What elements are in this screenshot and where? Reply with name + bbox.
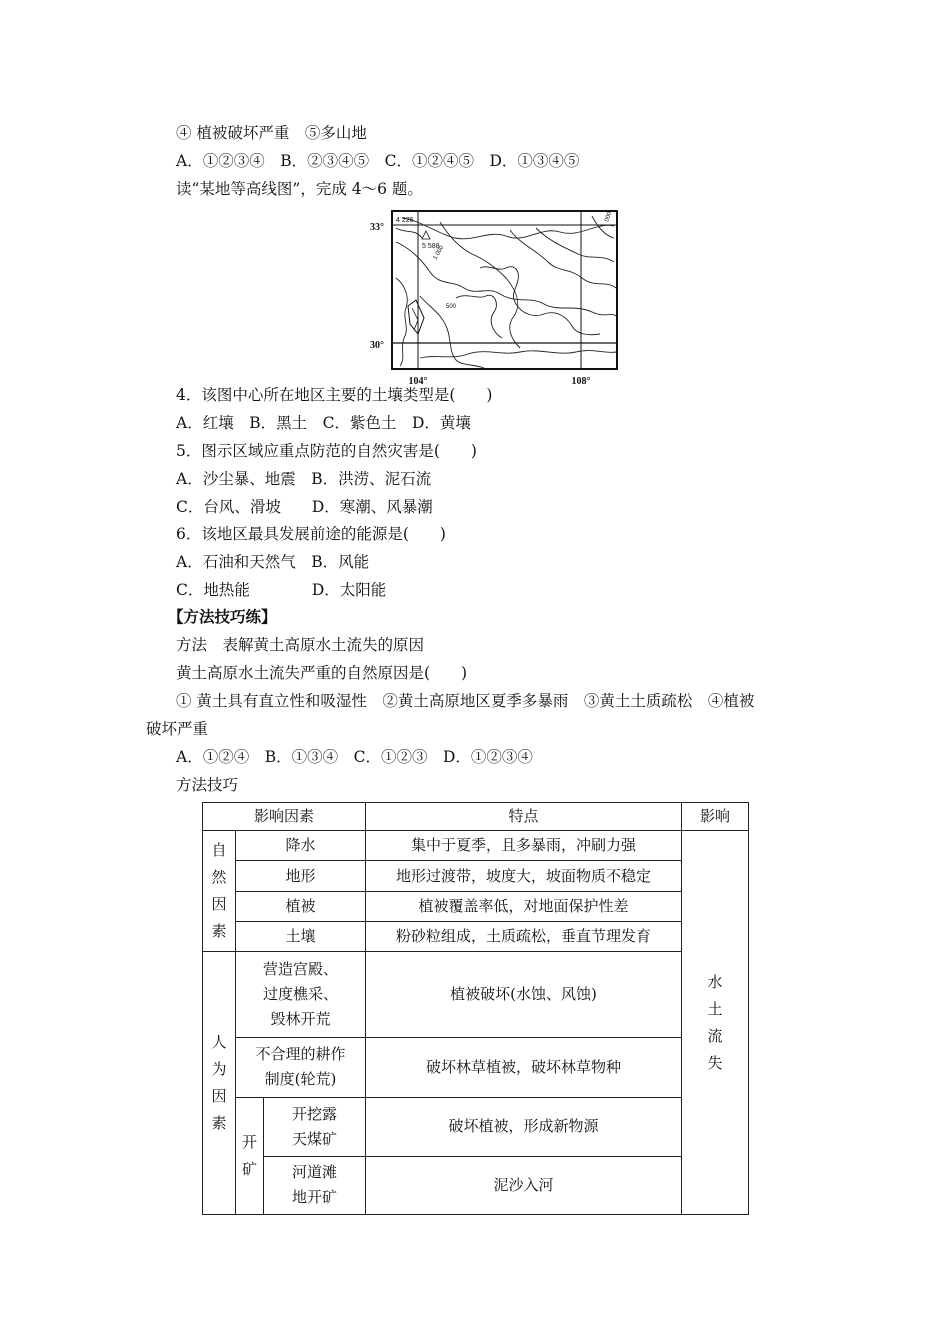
question-6-options-ab: A．石油和天然气 B．风能 bbox=[176, 553, 370, 571]
table-header-row bbox=[203, 803, 749, 831]
table-row bbox=[203, 1037, 749, 1097]
question-7: 黄土高原水土流失严重的自然原因是( ) bbox=[176, 664, 468, 682]
natural-factors-label: 自 然 因 素 bbox=[203, 831, 236, 952]
mining-label: 开 矿 bbox=[236, 1098, 264, 1215]
table-row bbox=[203, 861, 749, 891]
contour-map-figure bbox=[360, 208, 630, 390]
impact-label: 水 土 流 失 bbox=[682, 831, 749, 1215]
map-frame bbox=[392, 211, 617, 369]
factor-cell: 土壤 bbox=[236, 921, 366, 951]
table-row bbox=[203, 1156, 749, 1214]
elevation-label-a: 4 226 bbox=[396, 217, 414, 224]
section-heading: 【方法技巧练】 bbox=[168, 607, 277, 626]
lat-label-top: 33° bbox=[370, 222, 384, 233]
factor-cell: 开挖露 天煤矿 bbox=[264, 1098, 366, 1156]
table-row bbox=[203, 921, 749, 951]
map-instruction: 读“某地等高线图”，完成 4～6 题。 bbox=[176, 180, 423, 198]
table-row bbox=[203, 952, 749, 1038]
factor-cell: 不合理的耕作 制度(轮荒) bbox=[236, 1037, 366, 1097]
question-5: 5．图示区域应重点防范的自然灾害是( ) bbox=[176, 442, 477, 460]
question-7-statements-cont: 破坏严重 bbox=[146, 720, 209, 738]
contour-label-500: 500 bbox=[446, 304, 457, 310]
factor-cell: 降水 bbox=[236, 831, 366, 861]
feature-cell: 破坏林草植被，破坏林草物种 bbox=[366, 1037, 682, 1097]
factor-cell: 河道滩 地开矿 bbox=[264, 1156, 366, 1214]
question-6: 6．该地区最具发展前途的能源是( ) bbox=[176, 525, 446, 543]
feature-cell: 植被破坏(水蚀、风蚀) bbox=[366, 952, 682, 1038]
table-row bbox=[203, 831, 749, 861]
elevation-label-b: 5 588 bbox=[422, 243, 440, 250]
question-5-options-ab: A．沙尘暴、地震 B．洪涝、泥石流 bbox=[176, 470, 432, 488]
method-tips-label: 方法技巧 bbox=[176, 776, 239, 794]
header-impact: 影响 bbox=[682, 803, 749, 831]
table-row bbox=[203, 1098, 749, 1156]
question-7-statements: ① 黄土具有直立性和吸湿性 ②黄土高原地区夏季多暴雨 ③黄土土质疏松 ④植被 bbox=[176, 692, 755, 710]
human-factors-label: 人 为 因 素 bbox=[203, 952, 236, 1215]
feature-cell: 破坏植被，形成新物源 bbox=[366, 1098, 682, 1156]
lat-label-bottom: 30° bbox=[370, 340, 384, 351]
question-4: 4．该图中心所在地区主要的土壤类型是( ) bbox=[176, 386, 493, 404]
feature-cell: 集中于夏季，且多暴雨，冲刷力强 bbox=[366, 831, 682, 861]
table-row bbox=[203, 891, 749, 921]
contour-label-corner: 000 bbox=[604, 211, 614, 223]
question-6-options-cd: C．地热能 D．太阳能 bbox=[176, 581, 387, 599]
question-4-options: A．红壤 B．黑土 C．紫色土 D．黄壤 bbox=[176, 414, 471, 432]
soil-erosion-factor-table bbox=[202, 802, 749, 1215]
factor-cell: 植被 bbox=[236, 891, 366, 921]
lon-label-left: 104° bbox=[408, 376, 428, 387]
factor-cell: 地形 bbox=[236, 861, 366, 891]
option-line-4-5: ④ 植被破坏严重 ⑤多山地 bbox=[176, 124, 367, 142]
feature-cell: 地形过渡带，坡度大，坡面物质不稳定 bbox=[366, 861, 682, 891]
feature-cell: 植被覆盖率低，对地面保护性差 bbox=[366, 891, 682, 921]
lon-label-right: 108° bbox=[571, 376, 591, 387]
answer-options-q3: A．①②③④ B．②③④⑤ C．①②④⑤ D．①③④⑤ bbox=[176, 152, 580, 170]
header-factor: 影响因素 bbox=[203, 803, 366, 831]
method-title: 方法 表解黄土高原水土流失的原因 bbox=[176, 636, 425, 654]
feature-cell: 粉砂粒组成，土质疏松，垂直节理发育 bbox=[366, 921, 682, 951]
contour-label-1000: 1 000 bbox=[432, 244, 446, 261]
factor-cell: 营造宫殿、 过度樵采、 毁林开荒 bbox=[236, 952, 366, 1038]
feature-cell: 泥沙入河 bbox=[366, 1156, 682, 1214]
header-feature: 特点 bbox=[366, 803, 682, 831]
question-5-options-cd: C．台风、滑坡 D．寒潮、风暴潮 bbox=[176, 498, 433, 516]
question-7-options: A．①②④ B．①③④ C．①②③ D．①②③④ bbox=[176, 748, 533, 766]
